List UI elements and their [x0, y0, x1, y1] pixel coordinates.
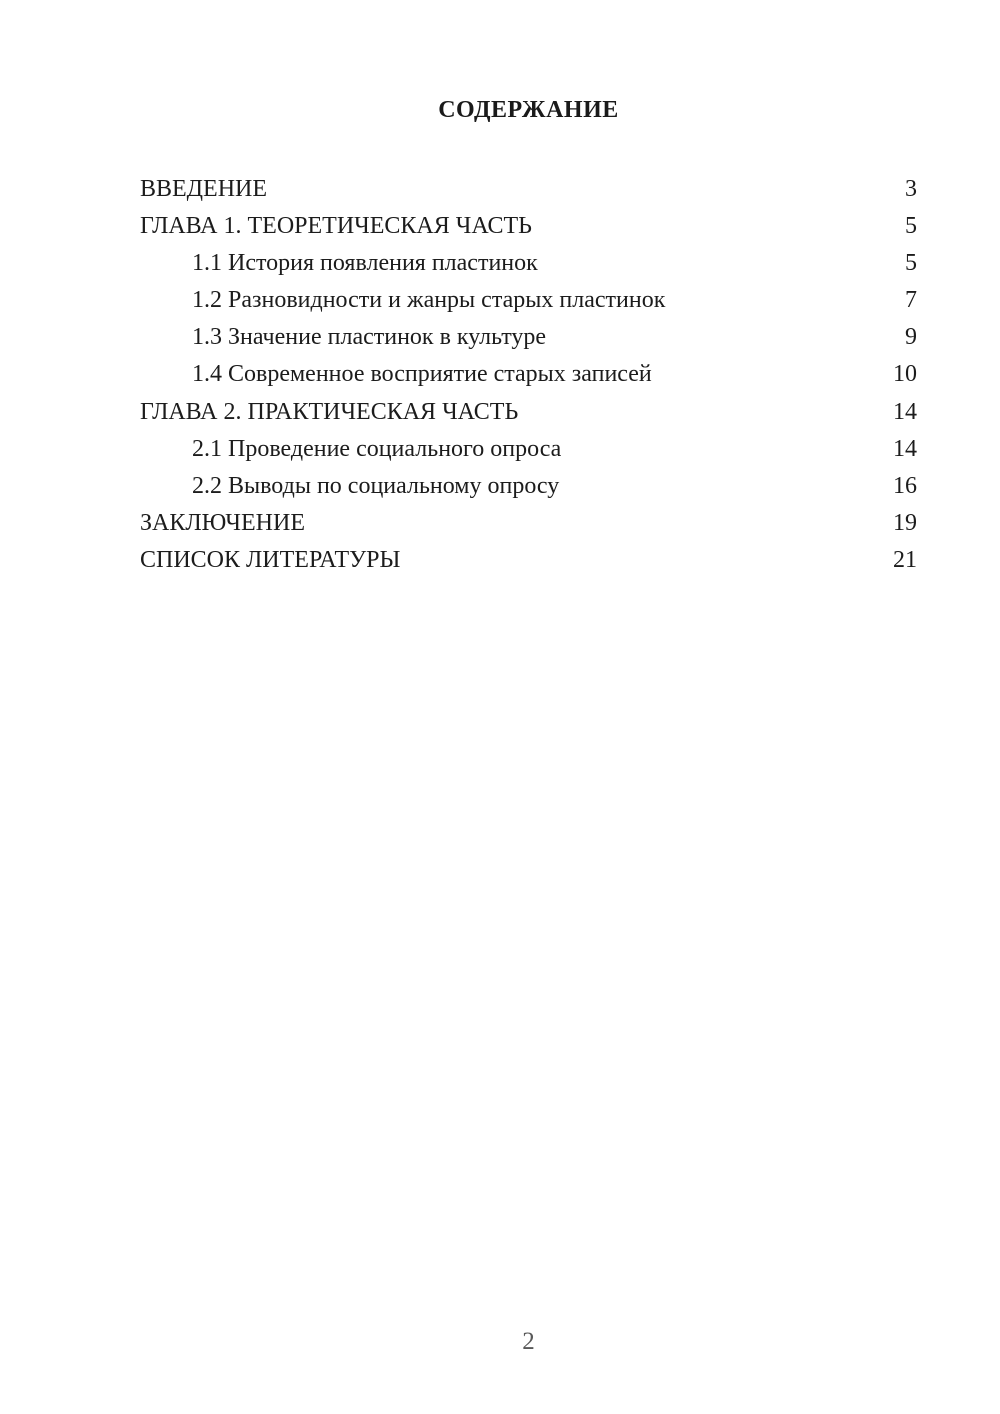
toc-entry-label: 2.1 Проведение социального опроса — [192, 435, 562, 462]
toc-entry-page: 19 — [893, 509, 917, 536]
toc-entry-page: 21 — [893, 546, 917, 573]
toc-entry-page: 5 — [905, 213, 917, 240]
toc-entry-page: 16 — [893, 472, 917, 499]
toc-entry-page: 3 — [905, 176, 917, 202]
toc-entry-label: 1.3 Значение пластинок в культуре — [192, 324, 547, 351]
toc-entry-page: 14 — [893, 435, 917, 462]
toc-entry-label: ГЛАВА 2. ПРАКТИЧЕСКАЯ ЧАСТЬ — [140, 398, 519, 425]
toc-entry-label: ВВЕДЕНИЕ — [140, 176, 268, 202]
page-footer — [140, 1328, 917, 1356]
toc-entry-page: 5 — [905, 250, 917, 277]
toc-entry-page: 7 — [905, 287, 917, 314]
toc-entry-label: ГЛАВА 1. ТЕОРЕТИЧЕСКАЯ ЧАСТЬ — [140, 213, 532, 240]
toc-row — [140, 468, 917, 505]
toc-entry-page: 9 — [905, 324, 917, 351]
toc-row — [140, 282, 917, 319]
toc-row — [140, 319, 917, 356]
toc-row — [140, 208, 917, 245]
toc-content — [140, 96, 917, 579]
toc-entry-page: 14 — [893, 398, 917, 425]
toc-row — [140, 431, 917, 468]
toc-entry-label: 2.2 Выводы по социальному опросу — [192, 472, 560, 499]
toc-entry-label: 1.1 История появления пластинок — [192, 250, 538, 277]
toc-row — [140, 542, 917, 579]
page-title: СОДЕРЖАНИЕ — [438, 97, 619, 123]
toc-entry-label: 1.4 Современное восприятие старых записей — [192, 361, 652, 388]
page-number: 2 — [522, 1328, 535, 1355]
toc-row — [140, 394, 917, 431]
toc-entry-label: 1.2 Разновидности и жанры старых пластинок — [192, 287, 666, 314]
toc-list — [140, 171, 917, 579]
toc-row — [140, 505, 917, 542]
toc-entry-label: СПИСОК ЛИТЕРАТУРЫ — [140, 546, 401, 573]
toc-entry-page: 10 — [893, 361, 917, 388]
toc-row — [140, 356, 917, 393]
toc-row — [140, 245, 917, 282]
toc-entry-label: ЗАКЛЮЧЕНИЕ — [140, 509, 305, 536]
toc-row — [140, 171, 917, 208]
